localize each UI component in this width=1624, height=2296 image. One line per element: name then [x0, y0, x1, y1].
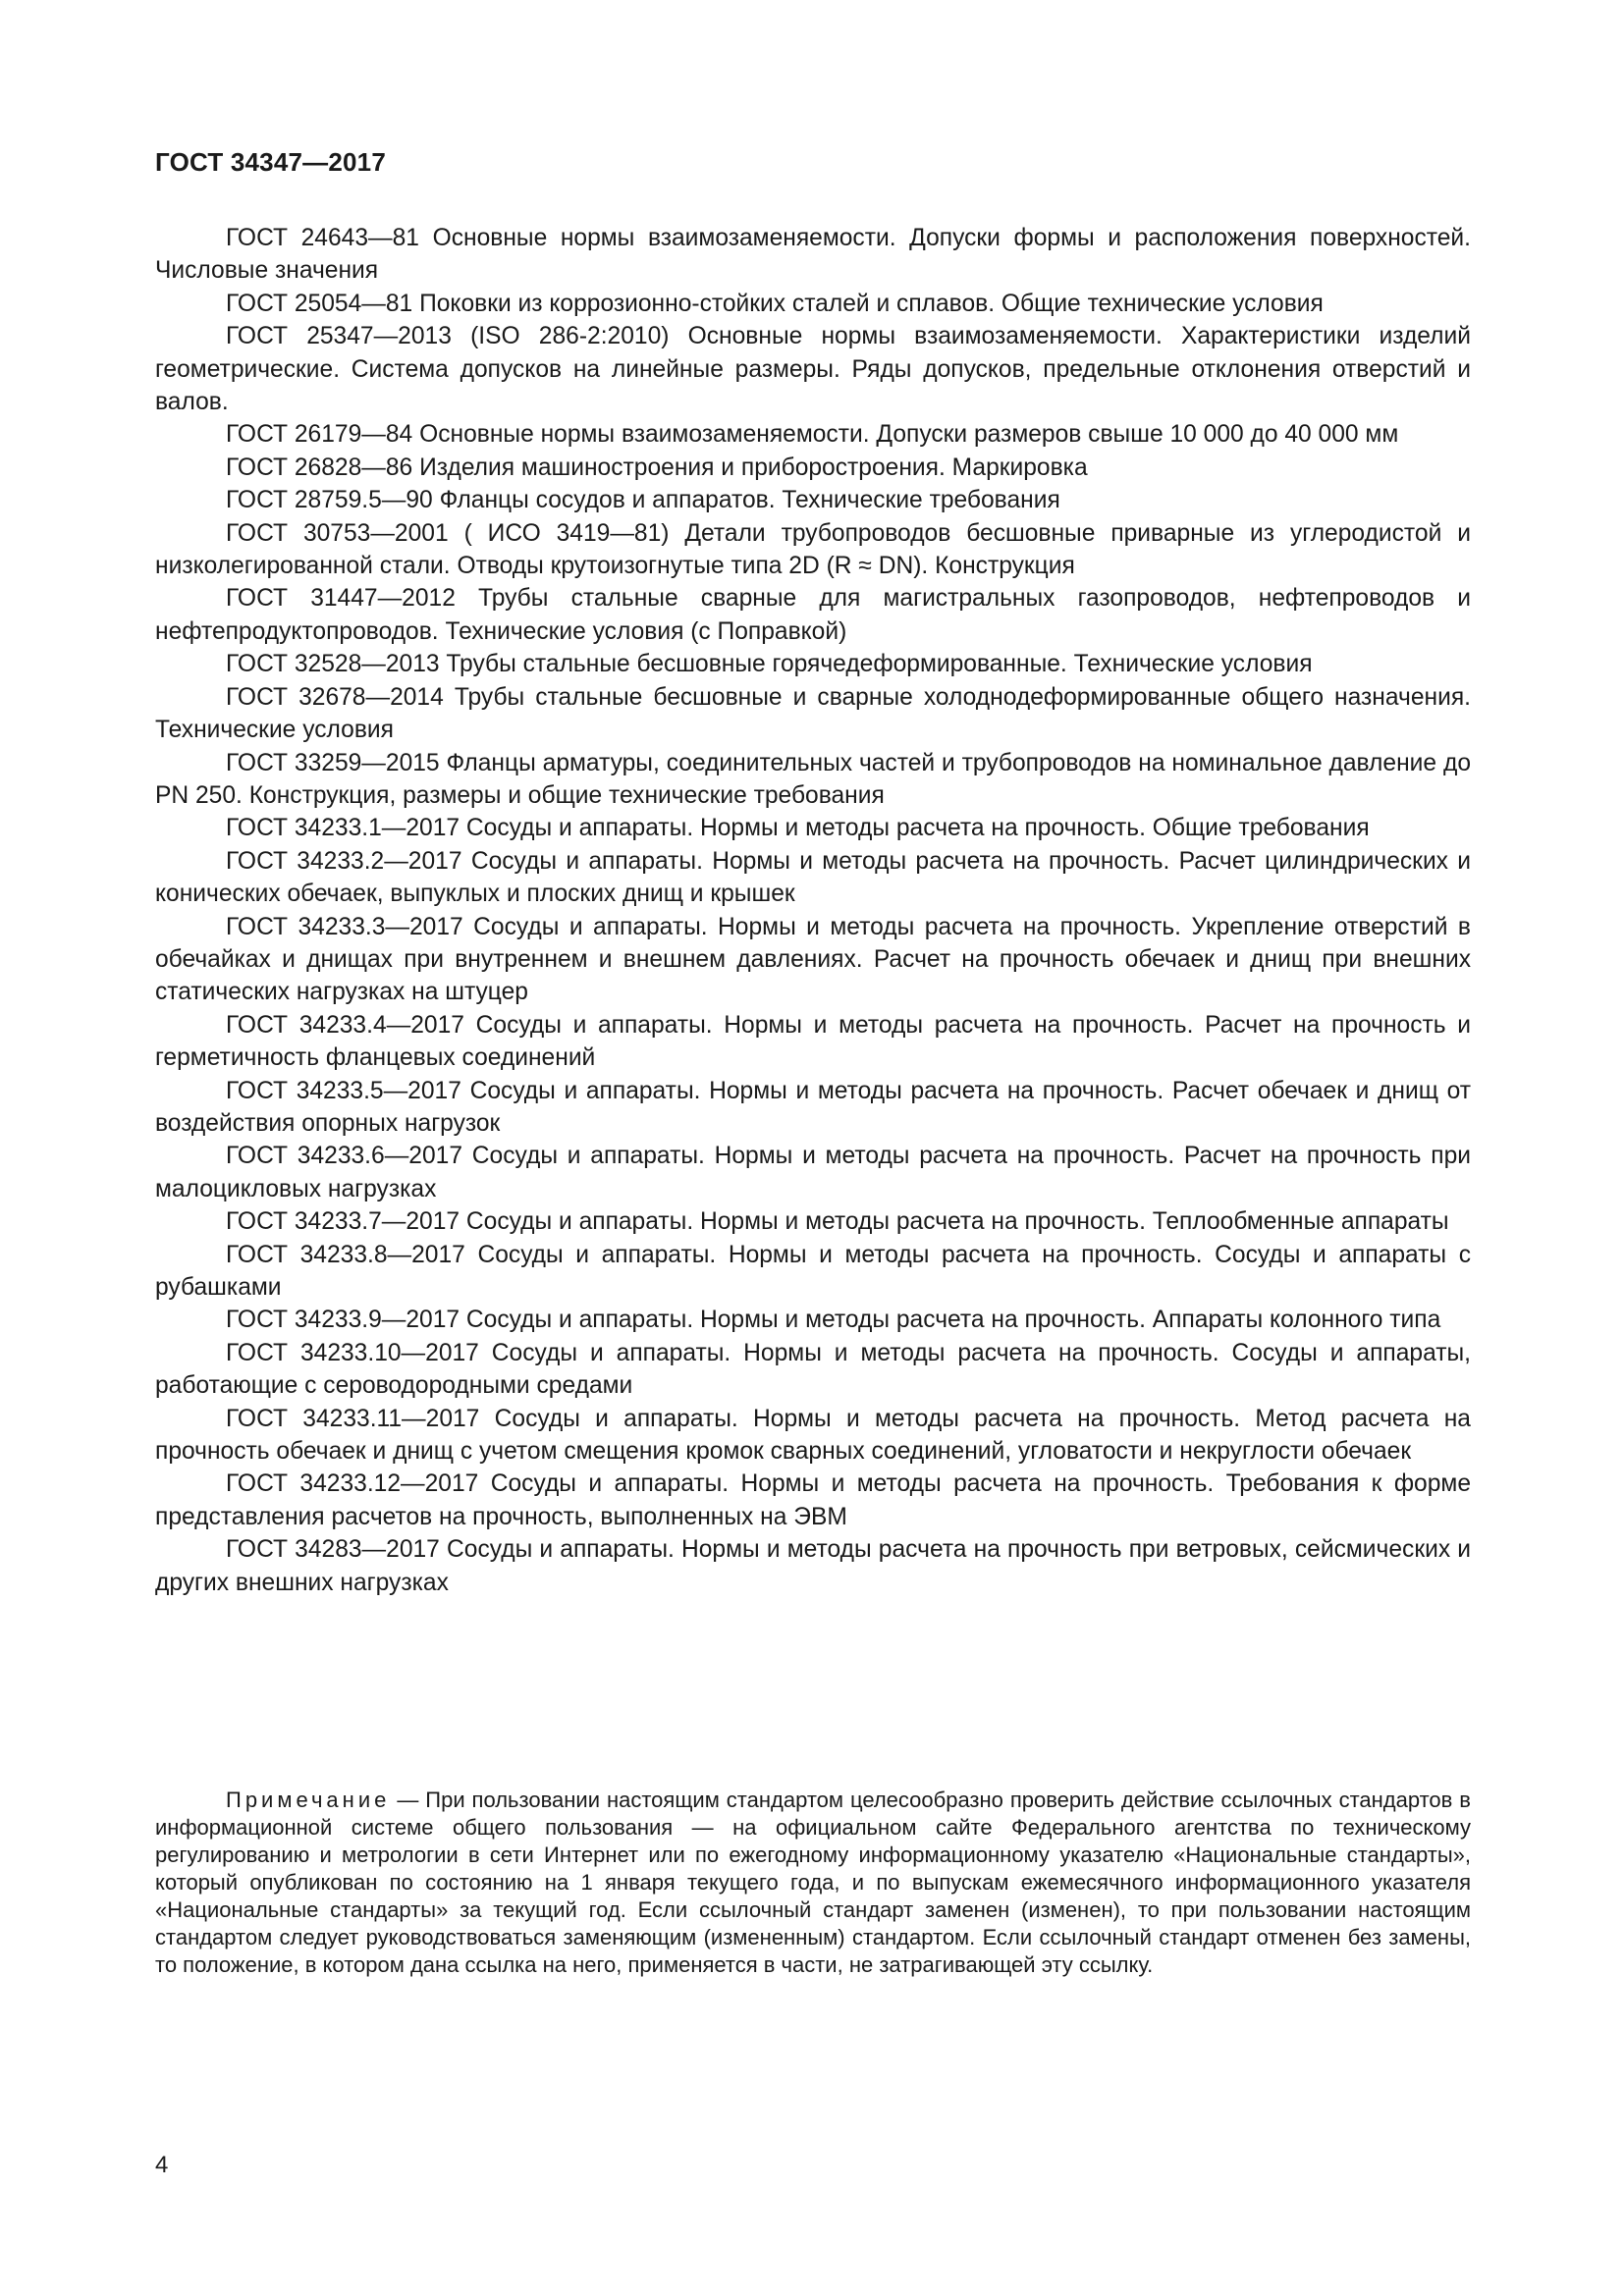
note-paragraph — [155, 1787, 1471, 1979]
reference-item — [155, 1205, 1471, 1238]
reference-title: Сосуды и аппараты. Нормы и методы расчета на прочность. Метод расчета на прочность обечаек и днищ с учетом смещения кромок сварных соединений, угловатости и некруглости обечаек — [155, 1405, 1471, 1466]
reference-item — [155, 320, 1471, 418]
references-list — [155, 222, 1471, 1599]
reference-code: ГОСТ 25347—2013 — [226, 323, 452, 350]
reference-item — [155, 812, 1471, 844]
reference-item — [155, 845, 1471, 911]
reference-title: Сосуды и аппараты. Нормы и методы расчета на прочность. Расчет на прочность при малоцикловых нагрузках — [155, 1143, 1471, 1202]
reference-code: ГОСТ 34233.2—2017 — [226, 847, 462, 875]
reference-title: Основные нормы взаимозаменяемости. Допуски размеров свыше 10 000 до 40 000 мм — [419, 421, 1399, 449]
reference-item — [155, 582, 1471, 648]
reference-item — [155, 681, 1471, 747]
reference-code: ГОСТ 34233.1—2017 — [226, 815, 460, 842]
reference-title: Трубы стальные бесшовные горячедеформированные. Технические условия — [446, 651, 1313, 678]
reference-item — [155, 1140, 1471, 1205]
reference-title: Сосуды и аппараты. Нормы и методы расчета на прочность. Аппараты колонного типа — [465, 1307, 1441, 1334]
reference-code: ГОСТ 32678—2014 — [226, 683, 444, 711]
reference-title: Сосуды и аппараты. Нормы и методы расчета на прочность. Сосуды и аппараты, работающие с сероводородными средами — [155, 1339, 1471, 1400]
reference-title: Основные нормы взаимозаменяемости. Допуски формы и расположения поверхностей. Числовые значения — [155, 225, 1471, 285]
reference-code: ГОСТ 28759.5—90 — [226, 487, 433, 514]
reference-title: Фланцы сосудов и аппаратов. Технические требования — [439, 487, 1060, 514]
reference-title: Сосуды и аппараты. Нормы и методы расчета на прочность при ветровых, сейсмических и других внешних нагрузках — [155, 1536, 1471, 1596]
reference-item — [155, 1009, 1471, 1075]
reference-title: Сосуды и аппараты. Нормы и методы расчета на прочность. Требования к форме представления расчетов на прочность, выполненных на ЭВМ — [155, 1470, 1471, 1530]
reference-title: Фланцы арматуры, соединительных частей и трубопроводов на номинальное давление до PN 250. Конструкция, размеры и общие технические требования — [155, 749, 1472, 809]
reference-item — [155, 517, 1471, 583]
reference-code: ГОСТ 34233.4—2017 — [226, 1011, 464, 1039]
reference-code: ГОСТ 31447—2012 — [226, 585, 456, 613]
document-header: ГОСТ 34347—2017 — [155, 147, 386, 177]
reference-item — [155, 1239, 1471, 1305]
reference-title: (ISO 286-2:2010) Основные нормы взаимозаменяемости. Характеристики изделий геометрические. Система допусков на линейные размеры. Ряды допусков, предельные отклонения отверстий и валов. — [155, 323, 1471, 416]
reference-code: ГОСТ 26828—86 — [226, 454, 413, 481]
reference-item — [155, 911, 1471, 1009]
reference-item — [155, 1304, 1471, 1336]
reference-code: ГОСТ 34233.3—2017 — [226, 913, 463, 940]
reference-item — [155, 1403, 1471, 1468]
reference-code: ГОСТ 30753—2001 — [226, 519, 449, 547]
reference-code: ГОСТ 34283—2017 — [226, 1536, 440, 1564]
reference-item — [155, 1468, 1471, 1533]
reference-title: Сосуды и аппараты. Нормы и методы расчета на прочность. Укрепление отверстий в обечайках и днищах при внутреннем и внешнем давлениях. Расчет на прочность обечаек и днищ при внешних статических нагрузках на штуцер — [155, 913, 1471, 1006]
reference-item — [155, 222, 1471, 288]
reference-code: ГОСТ 32528—2013 — [226, 651, 440, 678]
reference-title: Трубы стальные сварные для магистральных газопроводов, нефтепроводов и нефтепродуктопроводов. Технические условия (с Поправкой) — [155, 585, 1471, 645]
reference-title: Сосуды и аппараты. Нормы и методы расчета на прочность. Сосуды и аппараты с рубашками — [155, 1241, 1471, 1301]
reference-code: ГОСТ 25054—81 — [226, 290, 413, 317]
reference-item — [155, 648, 1471, 680]
reference-title: Изделия машиностроения и приборостроения. Маркировка — [419, 454, 1088, 481]
note-label: Примечание — [226, 1788, 391, 1812]
reference-item — [155, 484, 1471, 516]
reference-item — [155, 1337, 1471, 1403]
reference-item — [155, 1075, 1471, 1141]
note-text: — При пользовании настоящим стандартом целесообразно проверить действие ссылочных стандартов в информационной системе общего пользования — на официальном сайте Федерального агентства по техническому регулированию и метрологии в сети Интернет или по ежегодному информационному указателю «Национальные стандарты», который опубликован по состоянию на 1 января текущего года, и по выпускам ежемесячного информационного указателя «Национальные стандарты» за текущий год. Если ссылочный стандарт заменен (изменен), то при пользовании настоящим стандартом следует руководствоваться заменяющим (измененным) стандартом. Если ссылочный стандарт отменен без замены, то положение, в котором дана ссылка на него, применяется в части, не затрагивающей эту ссылку. — [155, 1788, 1471, 1977]
reference-title: Поковки из коррозионно-стойких сталей и сплавов. Общие технические условия — [419, 290, 1324, 317]
reference-code: ГОСТ 34233.7—2017 — [226, 1208, 460, 1236]
reference-code: ГОСТ 34233.11—2017 — [226, 1405, 480, 1432]
reference-title: Сосуды и аппараты. Нормы и методы расчета на прочность. Общие требования — [465, 815, 1370, 842]
reference-item — [155, 452, 1471, 484]
reference-code: ГОСТ 33259—2015 — [226, 749, 440, 776]
reference-code: ГОСТ 34233.9—2017 — [226, 1307, 460, 1334]
reference-item — [155, 747, 1471, 813]
reference-code: ГОСТ 34233.12—2017 — [226, 1470, 479, 1498]
reference-title: Сосуды и аппараты. Нормы и методы расчета на прочность. Расчет цилиндрических и конических обечаек, выпуклых и плоских днищ и крышек — [155, 847, 1471, 908]
reference-item — [155, 1533, 1471, 1599]
page-number: 4 — [155, 2152, 169, 2178]
reference-title: Сосуды и аппараты. Нормы и методы расчета на прочность. Расчет на прочность и герметичность фланцевых соединений — [155, 1011, 1472, 1072]
reference-title: Сосуды и аппараты. Нормы и методы расчета на прочность. Расчет обечаек и днищ от воздействия опорных нагрузок — [155, 1077, 1472, 1137]
reference-code: ГОСТ 26179—84 — [226, 421, 413, 449]
reference-title: Трубы стальные бесшовные и сварные холоднодеформированные общего назначения. Технические условия — [155, 683, 1471, 744]
reference-code: ГОСТ 34233.10—2017 — [226, 1339, 479, 1366]
reference-item — [155, 418, 1471, 451]
reference-code: ГОСТ 24643—81 — [226, 225, 419, 251]
reference-title: ( ИСО 3419—81) Детали трубопроводов бесшовные приварные из углеродистой и низколегированной стали. Отводы крутоизогнутые типа 2D (R ≈ DN). Конструкция — [155, 519, 1471, 580]
reference-code: ГОСТ 34233.8—2017 — [226, 1241, 465, 1268]
reference-code: ГОСТ 34233.6—2017 — [226, 1143, 462, 1170]
reference-item — [155, 288, 1471, 320]
reference-title: Сосуды и аппараты. Нормы и методы расчета на прочность. Теплообменные аппараты — [465, 1208, 1449, 1236]
reference-code: ГОСТ 34233.5—2017 — [226, 1077, 461, 1104]
